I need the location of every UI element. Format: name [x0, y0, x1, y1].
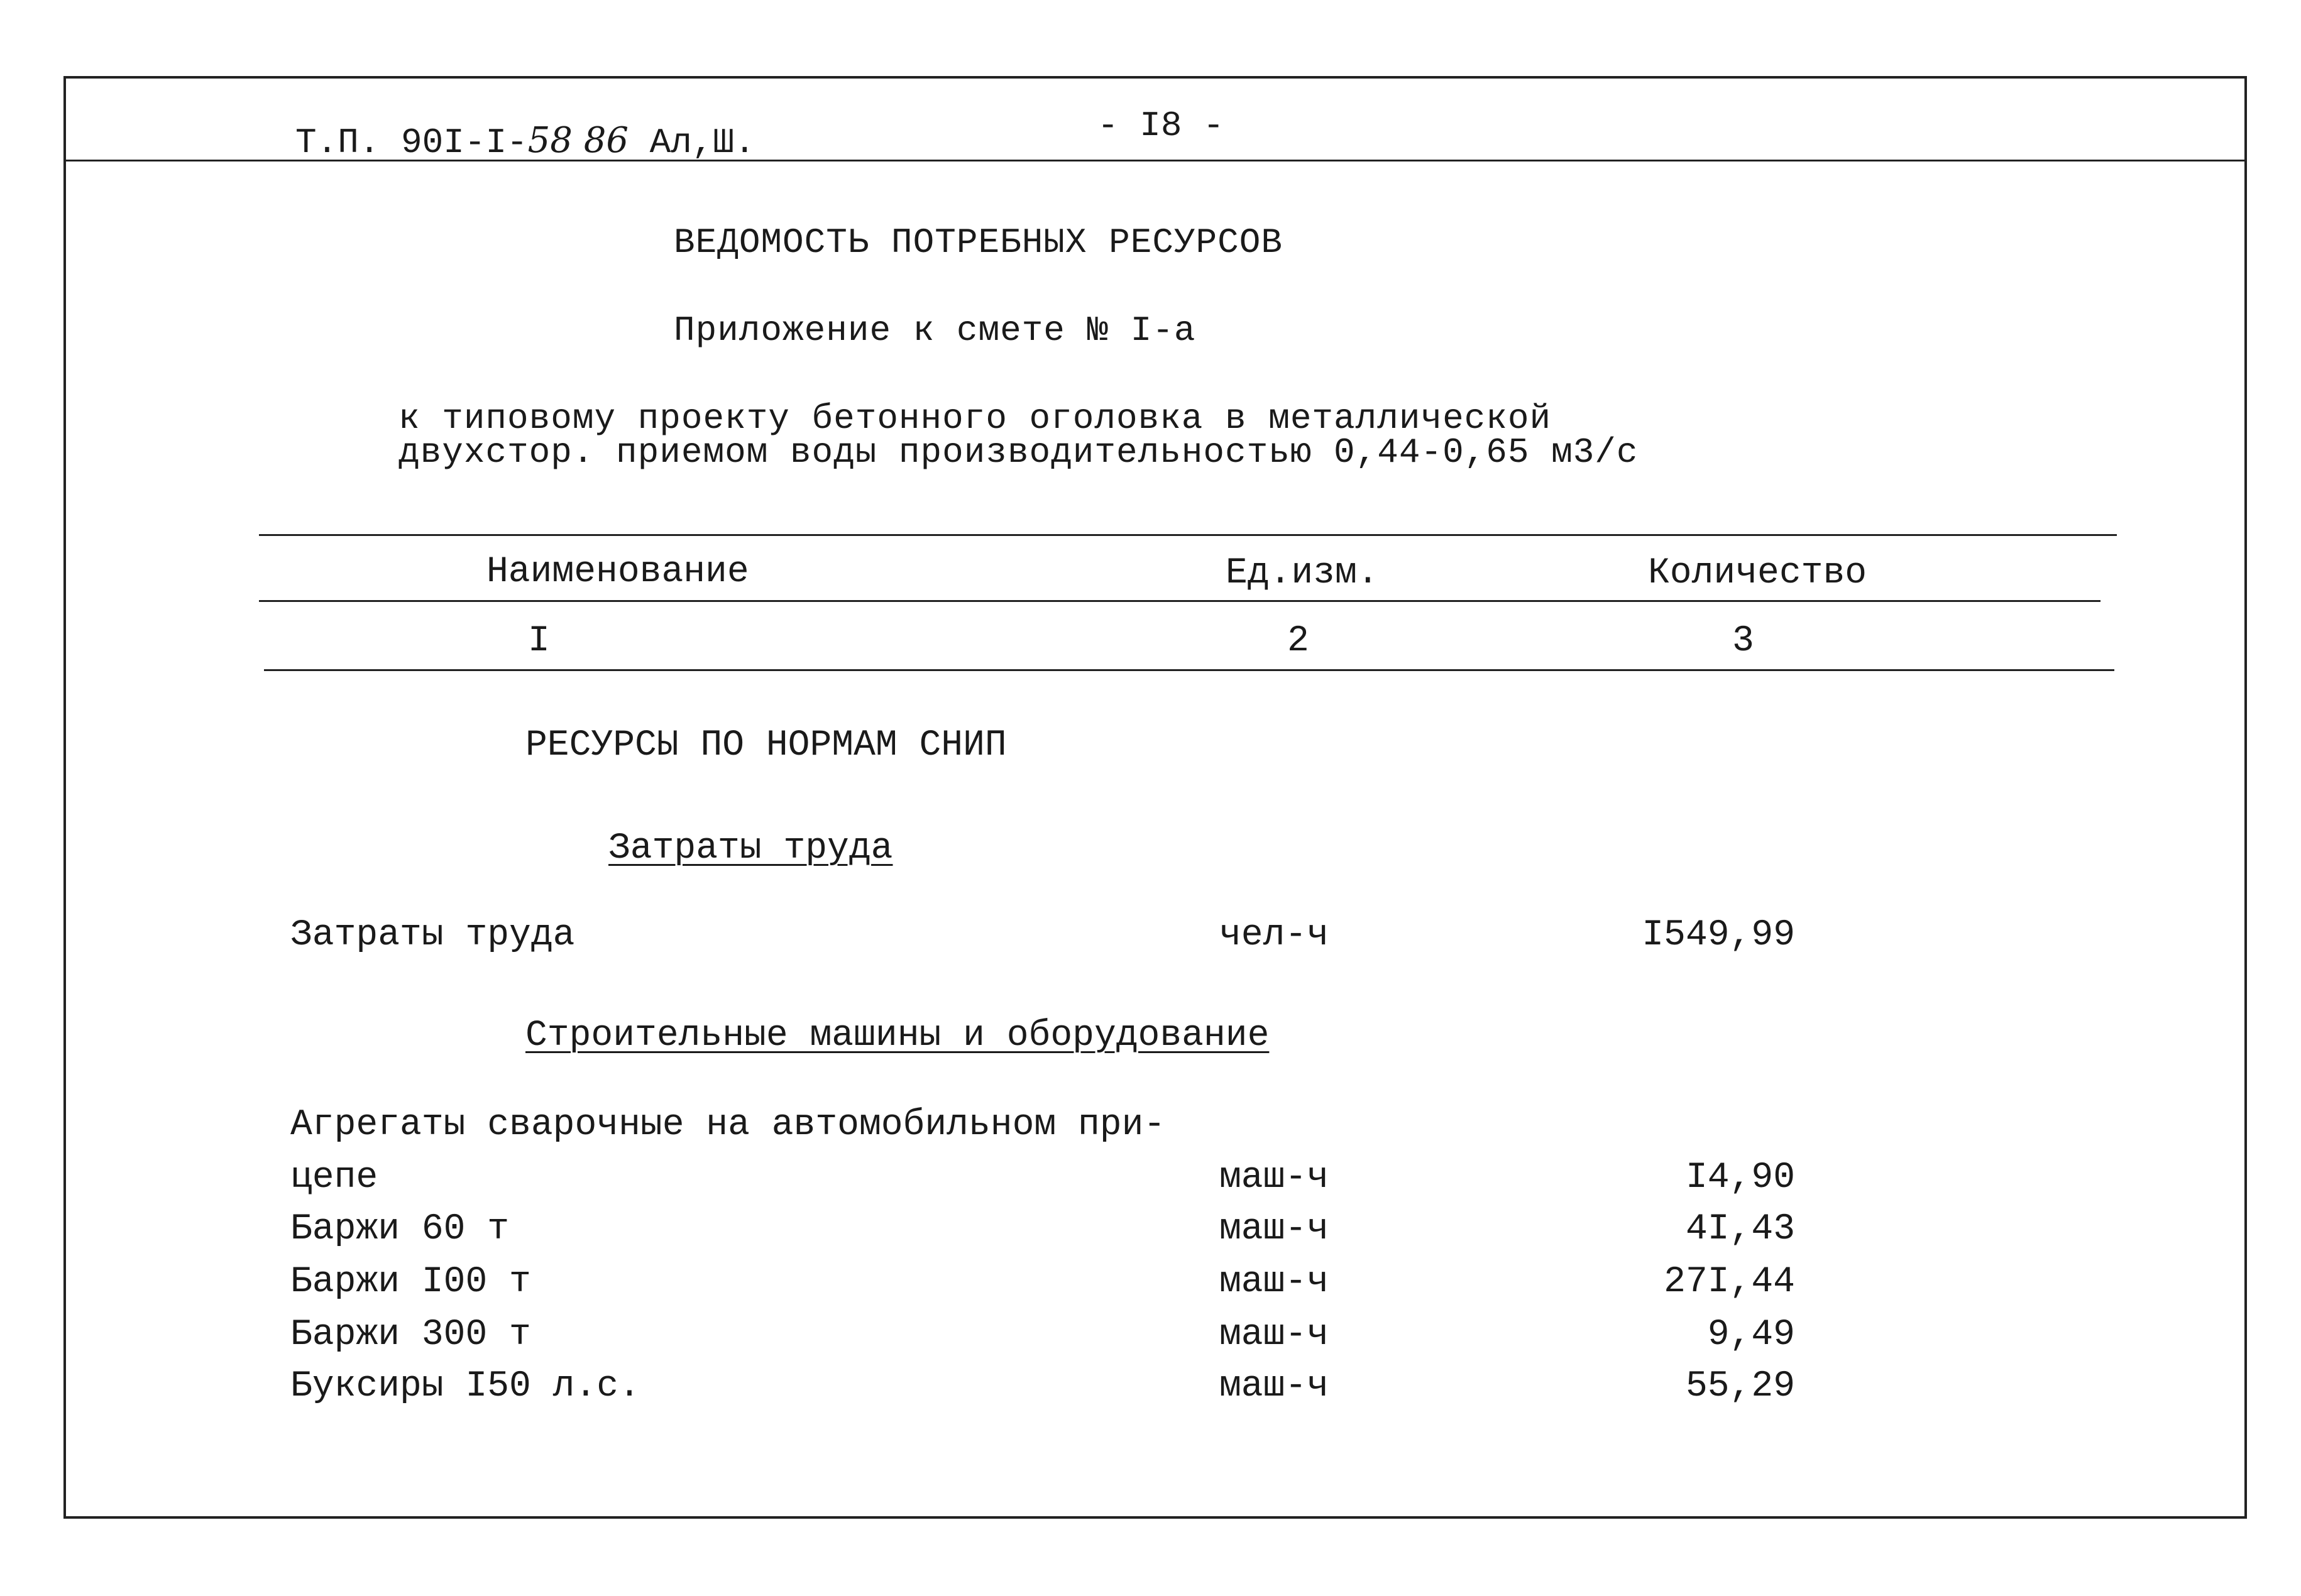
row-unit: маш-ч: [1219, 1209, 1329, 1250]
table-header-rule: [259, 600, 2101, 602]
row-unit: маш-ч: [1219, 1315, 1329, 1355]
row-quantity: 55,29: [1685, 1366, 1795, 1407]
row-quantity: 27I,44: [1664, 1262, 1795, 1303]
table-top-rule: [259, 534, 2117, 536]
column-header-quantity: Количество: [1648, 553, 1867, 594]
column-number-2: 2: [1287, 621, 1309, 662]
machines-heading: Строительные машины и оборудование: [525, 1015, 1270, 1056]
row-unit: чел-ч: [1219, 915, 1329, 956]
project-description-line1: к типовому проекту бетонного оголовка в металлической: [398, 398, 1552, 439]
column-header-unit: Ед.изм.: [1226, 553, 1379, 594]
row-name: цепе: [290, 1157, 378, 1198]
row-unit: маш-ч: [1219, 1262, 1329, 1303]
row-quantity: I549,99: [1642, 915, 1795, 956]
document-title: ВЕДОМОСТЬ ПОТРЕБНЫХ РЕСУРСОВ: [674, 222, 1283, 263]
row-quantity: 9,49: [1707, 1315, 1795, 1355]
row-unit: маш-ч: [1219, 1366, 1329, 1407]
row-unit: маш-ч: [1219, 1157, 1329, 1198]
document-subtitle: Приложение к смете № I-а: [674, 310, 1196, 351]
row-name: Затраты труда: [290, 915, 575, 956]
column-number-3: 3: [1732, 621, 1754, 662]
project-description-line2: двухстор. приемом воды производительностью 0,44-0,65 м3/с: [398, 432, 1639, 473]
row-quantity: 4I,43: [1685, 1209, 1795, 1250]
section-title: РЕСУРСЫ ПО НОРМАМ СНИП: [525, 725, 1007, 766]
document-code-prefix: Т.П. 90I-I-: [295, 123, 528, 163]
table-row: [290, 917, 574, 954]
row-name: Буксиры I50 л.с.: [290, 1366, 640, 1407]
document-code-handwritten: 58 86: [527, 120, 629, 161]
row-quantity: I4,90: [1685, 1157, 1795, 1198]
column-header-name: Наименование: [486, 552, 749, 593]
machines-first-line: Агрегаты сварочные на автомобильном при-: [290, 1105, 1166, 1145]
page-number: - I8 -: [1097, 106, 1224, 146]
document-code: [295, 120, 755, 163]
row-name: Баржи 300 т: [290, 1315, 531, 1355]
row-name: Баржи 60 т: [290, 1209, 510, 1250]
table-numbers-rule: [264, 669, 2114, 671]
column-number-1: I: [528, 621, 550, 662]
document-code-suffix: Ал,Ш.: [629, 123, 755, 163]
row-name: Баржи I00 т: [290, 1262, 531, 1303]
labor-heading: Затраты труда: [608, 828, 893, 869]
